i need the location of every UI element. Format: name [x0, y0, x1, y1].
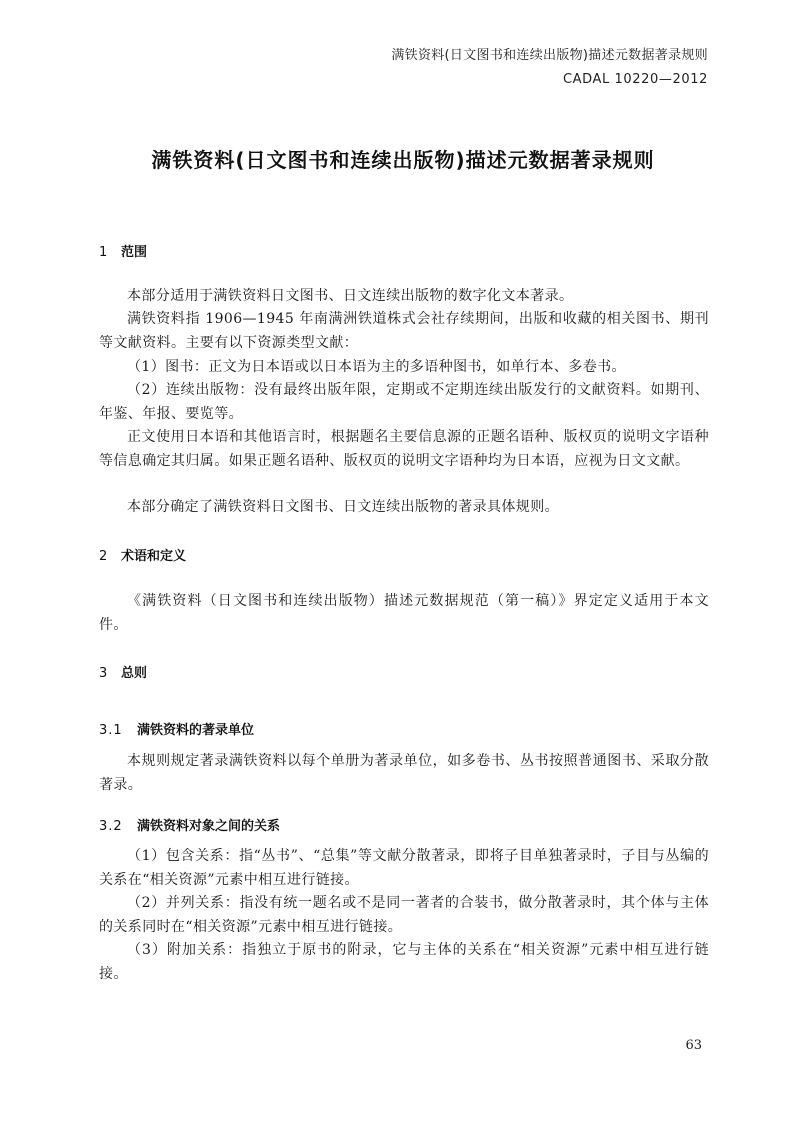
- section-title: 满铁资料的著录单位: [137, 723, 255, 738]
- paragraph: 本规则规定著录满铁资料以每个单册为著录单位，如多卷书、丛书按照普通图书、采取分散著录。: [99, 753, 709, 793]
- list-item: （2）并列关系：指没有统一题名或不是同一著者的合装书，做分散著录时，其个体与主体的关系同时在“相关资源”元素中相互进行链接。: [99, 895, 709, 935]
- section-number: 1: [99, 245, 108, 260]
- section-title: 范围: [121, 245, 148, 260]
- section-number: 3.2: [99, 819, 123, 834]
- section-3-1-heading: [99, 719, 254, 738]
- paragraph: 满铁资料指 1906—1945 年南满洲铁道株式会社存续期间，出版和收藏的相关图书、期刊等文献资料。主要有以下资源类型文献：: [99, 311, 709, 351]
- document-title: 满铁资料(日文图书和连续出版物)描述元数据著录规则: [151, 148, 655, 172]
- paragraph: 《满铁资料（日文图书和连续出版物）描述元数据规范（第一稿）》界定定义适用于本文件。: [99, 593, 709, 633]
- list-item: （3）附加关系：指独立于原书的附录，它与主体的关系在“相关资源”元素中相互进行链接。: [99, 942, 709, 982]
- section-number: 3: [99, 666, 108, 681]
- section-number: 2: [99, 549, 108, 564]
- running-header: [391, 44, 708, 92]
- page-number: 63: [685, 1038, 702, 1053]
- section-number: 3.1: [99, 723, 123, 738]
- paragraph: 正文使用日本语和其他语言时，根据题名主要信息源的正题名语种、版权页的说明文字语种等信息确定其归属。如果正题名语种、版权页的说明文字语种均为日本语，应视为日文文献。: [99, 429, 709, 469]
- section-title: 术语和定义: [121, 549, 187, 564]
- paragraph: 本部分适用于满铁资料日文图书、日文连续出版物的数字化文本著录。: [127, 288, 574, 304]
- section-title: 满铁资料对象之间的关系: [137, 819, 281, 834]
- list-item: （1）包含关系：指“丛书”、“总集”等文献分散著录，即将子目单独著录时，子目与丛编的关系在“相关资源”元素中相互进行链接。: [99, 848, 709, 888]
- section-2-heading: [99, 545, 186, 564]
- running-header-code: CADAL 10220—2012: [562, 72, 708, 87]
- section-title: 总则: [121, 666, 148, 681]
- section-3-2-heading: [99, 815, 280, 834]
- section-1-heading: [99, 241, 147, 260]
- section-3-heading: [99, 662, 147, 681]
- list-item: （2）连续出版物：没有最终出版年限，定期或不定期连续出版发行的文献资料。如期刊、年鉴、年报、要览等。: [99, 382, 709, 422]
- paragraph: 本部分确定了满铁资料日文图书、日文连续出版物的著录具体规则。: [127, 499, 559, 515]
- running-header-title: 满铁资料(日文图书和连续出版物)描述元数据著录规则: [391, 48, 708, 63]
- list-item: （1）图书：正文为日本语或以日本语为主的多语种图书，如单行本、多卷书。: [127, 359, 626, 375]
